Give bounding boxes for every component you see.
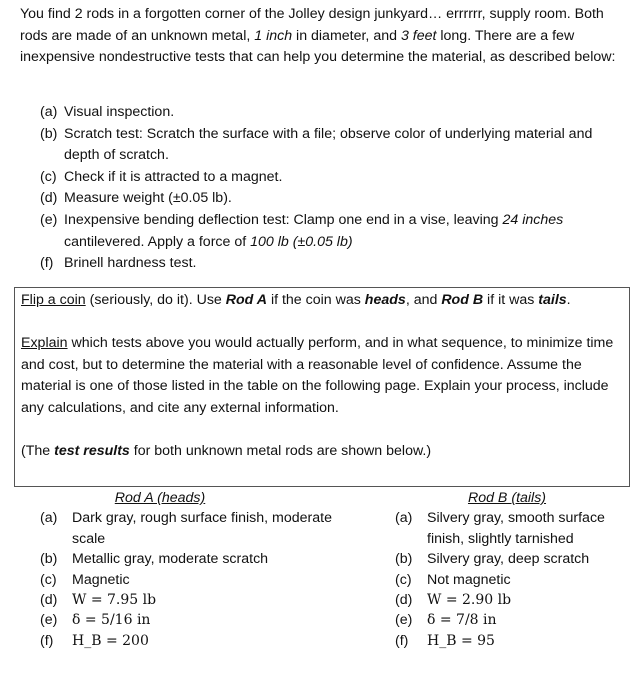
flip-coin-paragraph: Flip a coin (seriously, do it). Use Rod A if the coin was heads, and Rod B if it was tails.	[21, 292, 571, 308]
explain-paragraph: Explain which tests above you would actually perform, and in what sequence, to minimize time and cost, but to determine the material with a reasonable level of confidence. Assume the material is one of those listed in the table on the following page. Explain your process, include any calculations, and cite any external information.	[21, 335, 614, 416]
result-item: (e) δ = 7/8 in	[395, 612, 497, 629]
explain-link: Explain	[21, 335, 68, 352]
result-item: (a) Dark gray, rough surface finish, moderate scale	[40, 510, 332, 547]
test-item: (e) Inexpensive bending deflection test: Clamp one end in a vise, leaving 24 inches cantilevered. Apply a force of 100 lb (±0.05 lb)	[40, 211, 564, 250]
result-item: (b) Metallic gray, moderate scratch	[40, 551, 269, 568]
result-item: (c) Not magnetic	[395, 571, 511, 588]
result-item: (f) H_B = 200	[40, 632, 149, 649]
instruction-box	[14, 287, 630, 487]
result-item: (c) Magnetic	[40, 571, 130, 588]
flip-coin-link: Flip a coin	[21, 292, 86, 308]
rod-b-heading: Rod B (tails)	[467, 490, 547, 506]
intro-text-3: long. There are a few inexpensive nondestructive tests that can help you determine the material, as described below:	[20, 27, 616, 66]
rod-a-results	[40, 488, 340, 651]
test-list	[40, 102, 630, 275]
result-item: (e) δ = 5/16 in	[40, 612, 151, 629]
result-item: (f) H_B = 95	[395, 632, 495, 649]
test-item: (f) Brinell hardness test.	[40, 255, 197, 272]
intro-length: 3 feet	[400, 27, 437, 44]
test-item: (b) Scratch test: Scratch the surface with a file; observe color of underlying material and depth of scratch.	[40, 125, 593, 164]
results-note: (The test results for both unknown metal rods are shown below.)	[21, 443, 432, 460]
intro-paragraph	[20, 4, 630, 69]
test-item: (c) Check if it is attracted to a magnet.	[40, 168, 283, 185]
intro-text-2: in diameter, and	[292, 27, 401, 44]
intro-text-1: You find 2 rods in a forgotten corner of the Jolley design junkyard… errrrrr, supply room. Both rods are made of an unknown metal,	[20, 6, 604, 44]
result-item: (b) Silvery gray, deep scratch	[395, 551, 590, 568]
result-item: (d) W = 2.90 lb	[395, 592, 512, 609]
rod-b-results	[395, 488, 635, 651]
result-item: (a) Silvery gray, smooth surface finish, slightly tarnished	[395, 510, 605, 547]
intro-diameter: 1 inch	[254, 27, 293, 44]
result-item: (d) W = 7.95 lb	[40, 592, 157, 609]
test-item: (a) Visual inspection.	[40, 104, 175, 120]
rod-a-heading: Rod A (heads)	[114, 490, 206, 506]
test-item: (d) Measure weight (±0.05 lb).	[40, 190, 232, 207]
